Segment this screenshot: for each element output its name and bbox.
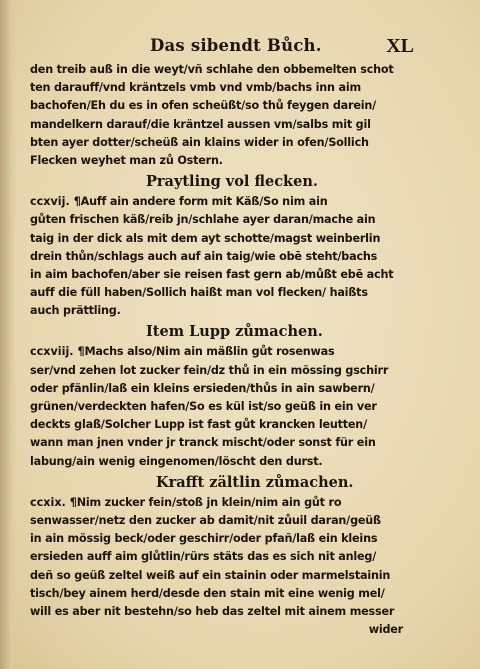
text-line: den treib auß in die weyt/vñ schlahe den obbemelten schot [30, 63, 394, 76]
recipe-heading: Praytling vol flecken. [146, 173, 318, 191]
text-line: labung/ain wenig eingenomen/löscht den durst. [30, 454, 323, 468]
continuation-block [30, 61, 405, 170]
page-gutter [0, 0, 16, 669]
recipe-block [30, 321, 405, 470]
text-line [30, 494, 405, 512]
recipe-number: ccxix. [30, 495, 66, 509]
text-line: drein thůn/schlags auch auf ain taig/wie obē steht/bachs [30, 249, 378, 263]
text-line: bachofen/Eh du es in ofen scheüßt/so thů feygen darein/ [30, 99, 377, 113]
recipe-heading: Item Lupp zůmachen. [146, 323, 323, 341]
text-line [30, 343, 405, 361]
text-line: in aim bachofen/aber sie reisen fast gern ab/můßt ebē acht [30, 267, 394, 281]
text-line-content: ¶Nim zucker fein/stoß jn klein/nim ain gůt ro [69, 495, 342, 509]
text-line: ten darauff/vnd kräntzels vmb vnd vmb/bachs inn aim [30, 81, 361, 95]
text-line: grünen/verdeckten hafen/So es kül ist/so geüß in ein ver [30, 400, 377, 413]
recipe-number: ccxviij. [30, 345, 74, 359]
text-line: wann man jnen vnder jr tranck mischt/oder sonst für ein [30, 436, 376, 450]
text-line: in ain mössig beck/oder geschirr/oder pfañ/laß ein kleins [30, 532, 378, 546]
recipe-heading: Krafft zältlin zůmachen. [156, 473, 354, 491]
recipe-block [30, 171, 405, 320]
text-line: ser/vnd zehen lot zucker fein/dz thů in ein mössing gschirr [30, 363, 389, 377]
main-text [30, 61, 405, 639]
text-line: deckts glaß/Solcher Lupp ist fast gůt krancken leutten/ [30, 418, 367, 432]
text-line: Flecken weyhet man zů Ostern. [30, 153, 223, 167]
text-line: will es aber nit bestehn/so heb das zeltel mit ainem messer [30, 604, 395, 618]
text-line: auff die füll haben/Sollich haißt man vol flecken/ haißts [30, 286, 368, 300]
running-title: Das sibendt Bůch. [150, 36, 322, 55]
text-line: ersieden auff aim glůtlin/rürs stäts das es sich nit anleg/ [30, 550, 377, 564]
text-line: taig in der dick als mit dem ayt schotte/magst weinberlin [30, 231, 381, 245]
text-line: bten ayer dotter/scheüß ain klains wider in ofen/Sollich [30, 135, 369, 149]
text-line-content: ¶Machs also/Nim ain mäßlin gůt rosenwas [77, 345, 335, 359]
catchword: wider [368, 623, 403, 637]
page-header [150, 36, 414, 58]
text-line: tisch/bey ainem herd/desde den stain mit eine wenig mel/ [30, 586, 385, 600]
text-line: gůten frischen käß/reib jn/schlahe ayer daran/mache ain [30, 213, 376, 227]
text-line: oder pfänlin/laß ein kleins ersieden/thůs in ain sawbern/ [30, 381, 375, 395]
text-line-content: ¶Auff ain andere form mit Käß/So nim ain [73, 195, 328, 209]
text-line: mandelkern darauf/die kräntzel aussen vm/salbs mit gil [30, 117, 371, 131]
text-line: auch prättling. [30, 304, 121, 318]
folio-number: XL [386, 35, 414, 57]
text-line [30, 193, 405, 211]
text-line: deñ so geüß zeltel weiß auf ein stainin oder marmelstainin [30, 568, 391, 582]
text-line: senwasser/netz den zucker ab damit/nit zůuil daran/geüß [30, 513, 381, 527]
recipe-block [30, 472, 405, 640]
recipe-number: ccxvij. [30, 195, 70, 209]
